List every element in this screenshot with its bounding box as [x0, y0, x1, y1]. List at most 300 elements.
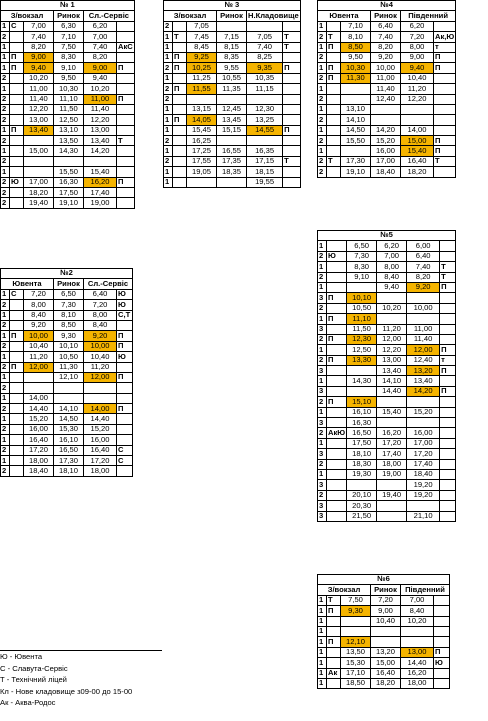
time-stop-2: 12,45 — [217, 104, 247, 114]
table-row — [318, 469, 456, 479]
table-row — [318, 241, 456, 251]
route-title: №2 — [1, 269, 133, 279]
time-stop-2: 7,00 — [377, 251, 407, 261]
bus-number: 1 — [1, 289, 10, 299]
start-note — [327, 146, 341, 156]
table-row — [318, 606, 450, 616]
time-stop-3: 7,20 — [401, 32, 434, 42]
end-note: Ю — [117, 300, 133, 310]
time-stop-1: 15,50 — [341, 136, 371, 146]
time-stop-1: 16,00 — [24, 424, 54, 434]
start-note: П — [327, 314, 347, 324]
bus-number: 1 — [164, 146, 173, 156]
start-note — [10, 424, 24, 434]
start-note — [327, 262, 347, 272]
time-stop-1 — [24, 372, 54, 382]
table-row — [1, 136, 135, 146]
table-row — [318, 272, 456, 282]
bus-number: 3 — [318, 386, 327, 396]
time-stop-3: 8,20 — [407, 272, 440, 282]
time-stop-3: 10,00 — [407, 303, 440, 313]
time-stop-1: 18,20 — [24, 188, 54, 198]
end-note — [283, 146, 301, 156]
bus-number: 2 — [318, 303, 327, 313]
time-stop-1 — [24, 136, 54, 146]
bus-number: 2 — [1, 404, 10, 414]
start-note — [173, 177, 187, 187]
time-stop-1: 7,05 — [187, 21, 217, 31]
end-note — [283, 52, 301, 62]
bus-number: 2 — [1, 466, 10, 476]
start-note — [327, 490, 347, 500]
end-note — [440, 334, 456, 344]
time-stop-3: 12,00 — [407, 345, 440, 355]
time-stop-3 — [407, 293, 440, 303]
start-note: П — [10, 52, 24, 62]
end-note: П — [434, 146, 456, 156]
time-stop-3: 16,20 — [401, 668, 434, 678]
start-note — [327, 647, 341, 657]
time-stop-3: 9,40 — [401, 63, 434, 73]
time-stop-1 — [24, 156, 54, 166]
time-stop-2: 11,10 — [54, 94, 84, 104]
route2-table — [0, 268, 133, 477]
end-note — [283, 94, 301, 104]
time-stop-2: 17,20 — [377, 438, 407, 448]
bus-number: 3 — [318, 324, 327, 334]
time-stop-2: 6,30 — [54, 21, 84, 31]
route3-table — [163, 0, 301, 188]
end-note: П — [434, 63, 456, 73]
table-row — [318, 156, 456, 166]
time-stop-1: 6,50 — [347, 241, 377, 251]
table-row — [318, 449, 456, 459]
bus-number: 3 — [318, 501, 327, 511]
time-stop-1: 20,10 — [347, 490, 377, 500]
time-stop-3: 8,20 — [84, 52, 117, 62]
time-stop-1: 11,50 — [347, 324, 377, 334]
bus-number: 2 — [318, 73, 327, 83]
time-stop-3: 7,40 — [84, 42, 117, 52]
table-row — [318, 73, 456, 83]
column-header-stop-1: Ювента — [318, 11, 371, 21]
start-note — [327, 94, 341, 104]
start-note — [327, 104, 341, 114]
table-row — [1, 383, 133, 393]
table-row — [318, 595, 450, 605]
time-stop-2: 17,30 — [54, 456, 84, 466]
time-stop-2: 6,50 — [54, 289, 84, 299]
time-stop-2: 15,50 — [54, 167, 84, 177]
bus-number: 1 — [318, 407, 327, 417]
table-row — [1, 146, 135, 156]
time-stop-3: 14,00 — [84, 404, 117, 414]
time-stop-1: 7,50 — [341, 595, 371, 605]
time-stop-3 — [407, 418, 440, 428]
time-stop-1: 18,30 — [347, 459, 377, 469]
bus-number: 2 — [1, 341, 10, 351]
time-stop-3: 12,40 — [407, 355, 440, 365]
start-note — [327, 658, 341, 668]
time-stop-1: 13,15 — [187, 104, 217, 114]
time-stop-3: 12,30 — [247, 104, 283, 114]
time-stop-3: 16,20 — [84, 177, 117, 187]
end-note — [117, 414, 133, 424]
time-stop-2: 6,40 — [371, 21, 401, 31]
time-stop-2 — [217, 136, 247, 146]
start-note — [10, 94, 24, 104]
time-stop-1: 13,30 — [347, 355, 377, 365]
start-note — [327, 616, 341, 626]
time-stop-3 — [247, 94, 283, 104]
end-note: С — [117, 456, 133, 466]
time-stop-1: 12,50 — [347, 345, 377, 355]
column-header-stop-1: З/вокзал — [164, 11, 217, 21]
table-row — [318, 314, 456, 324]
end-note: Т — [440, 262, 456, 272]
time-stop-3: 10,40 — [401, 73, 434, 83]
time-stop-2: 19,40 — [377, 490, 407, 500]
end-note: П — [117, 404, 133, 414]
time-stop-3 — [401, 104, 434, 114]
end-note — [440, 407, 456, 417]
time-stop-3: 14,00 — [401, 125, 434, 135]
table-row — [164, 21, 301, 31]
end-note — [440, 293, 456, 303]
start-note: П — [327, 397, 347, 407]
time-stop-2: 9,40 — [377, 282, 407, 292]
table-row — [1, 52, 135, 62]
table-row — [1, 63, 135, 73]
route6-table — [317, 574, 450, 689]
time-stop-3: 7,00 — [84, 32, 117, 42]
end-note — [440, 428, 456, 438]
time-stop-3: 11,15 — [247, 84, 283, 94]
start-note — [173, 21, 187, 31]
time-stop-1 — [347, 480, 377, 490]
time-stop-2: 10,20 — [377, 303, 407, 313]
time-stop-1: 11,55 — [187, 84, 217, 94]
time-stop-3: 8,40 — [84, 320, 117, 330]
time-stop-2: 16,50 — [54, 445, 84, 455]
legend-item: Ю - Ювента — [0, 652, 43, 661]
time-stop-3: 9,00 — [84, 63, 117, 73]
table-row — [1, 393, 133, 403]
time-stop-2: 8,00 — [377, 262, 407, 272]
end-note: т — [434, 42, 456, 52]
table-row — [318, 366, 456, 376]
bus-number: 2 — [318, 94, 327, 104]
time-stop-2: 13,20 — [371, 647, 401, 657]
end-note — [440, 376, 456, 386]
end-note: Ю — [434, 658, 450, 668]
table-row — [318, 334, 456, 344]
route-title: №4 — [318, 1, 456, 11]
start-note — [327, 303, 347, 313]
start-note — [10, 188, 24, 198]
start-note — [10, 167, 24, 177]
bus-number: 2 — [1, 362, 10, 372]
time-stop-3: 13,40 — [84, 136, 117, 146]
start-note: П — [327, 42, 341, 52]
table-row — [318, 52, 456, 62]
time-stop-3: 13,00 — [401, 647, 434, 657]
start-note: П — [327, 334, 347, 344]
time-stop-2: 8,10 — [54, 310, 84, 320]
time-stop-1: 12,10 — [341, 637, 371, 647]
column-header-stop-3: Південний — [401, 11, 456, 21]
bus-number: 3 — [318, 418, 327, 428]
time-stop-3: 11,40 — [84, 104, 117, 114]
route-title: №5 — [318, 231, 456, 241]
bus-number: 1 — [1, 21, 10, 31]
time-stop-2: 7,50 — [54, 42, 84, 52]
bus-number: 1 — [318, 626, 327, 636]
table-row — [164, 94, 301, 104]
time-stop-1: 9,20 — [24, 320, 54, 330]
start-note — [10, 310, 24, 320]
time-stop-3: 9,00 — [401, 52, 434, 62]
time-stop-1: 19,05 — [187, 167, 217, 177]
bus-number: 3 — [318, 449, 327, 459]
time-stop-1: 9,30 — [341, 606, 371, 616]
table-row — [318, 386, 456, 396]
start-note — [327, 407, 347, 417]
column-header-stop-1: Ювента — [1, 279, 54, 289]
time-stop-2: 8,40 — [377, 272, 407, 282]
end-note — [434, 167, 456, 177]
table-row — [318, 32, 456, 42]
bus-number: 1 — [164, 167, 173, 177]
time-stop-3 — [84, 156, 117, 166]
time-stop-3: 15,20 — [84, 424, 117, 434]
table-row — [318, 146, 456, 156]
start-note — [10, 466, 24, 476]
time-stop-1: 14,05 — [187, 115, 217, 125]
time-stop-3: 11,00 — [407, 324, 440, 334]
bus-number: 2 — [1, 424, 10, 434]
time-stop-1 — [341, 94, 371, 104]
time-stop-1: 18,40 — [24, 466, 54, 476]
legend-item: Ак - Аква-Родос — [0, 698, 56, 707]
end-note — [117, 115, 135, 125]
end-note: Т — [434, 156, 456, 166]
bus-number: 1 — [318, 469, 327, 479]
table-row — [318, 303, 456, 313]
route-title: № 1 — [1, 1, 135, 11]
end-note — [117, 125, 135, 135]
start-note — [10, 84, 24, 94]
start-note — [327, 84, 341, 94]
time-stop-2: 15,15 — [217, 125, 247, 135]
table-row — [318, 167, 456, 177]
time-stop-2 — [377, 293, 407, 303]
route-1-schedule — [0, 0, 135, 209]
time-stop-3: 9,20 — [84, 331, 117, 341]
time-stop-1: 11,00 — [24, 84, 54, 94]
table-row — [1, 466, 133, 476]
bus-number: 1 — [318, 647, 327, 657]
start-note: П — [327, 606, 341, 616]
time-stop-1: 11,30 — [341, 73, 371, 83]
time-stop-2: 8,15 — [217, 42, 247, 52]
bus-number: 1 — [318, 241, 327, 251]
bus-number: 1 — [1, 456, 10, 466]
end-note — [117, 156, 135, 166]
table-row — [1, 424, 133, 434]
route-title: № 3 — [164, 1, 301, 11]
end-note: П — [440, 345, 456, 355]
table-row — [164, 136, 301, 146]
table-row — [318, 251, 456, 261]
table-row — [318, 501, 456, 511]
start-note — [327, 272, 347, 282]
end-note — [440, 314, 456, 324]
time-stop-2: 6,20 — [377, 241, 407, 251]
table-row — [318, 262, 456, 272]
time-stop-1: 18,50 — [341, 678, 371, 688]
time-stop-2: 19,10 — [54, 198, 84, 208]
start-note — [173, 167, 187, 177]
legend-item: С - Славута-Сервіс — [0, 663, 68, 673]
table-row — [318, 418, 456, 428]
end-note: П — [117, 94, 135, 104]
bus-number: 1 — [318, 42, 327, 52]
time-stop-3: 6,20 — [401, 21, 434, 31]
table-row — [318, 104, 456, 114]
start-note — [327, 449, 347, 459]
bus-number: 1 — [1, 52, 10, 62]
table-row — [318, 94, 456, 104]
time-stop-1: 13,50 — [341, 647, 371, 657]
time-stop-3: 7,05 — [247, 32, 283, 42]
time-stop-2 — [371, 626, 401, 636]
table-row — [318, 355, 456, 365]
time-stop-1: 12,20 — [24, 104, 54, 114]
time-stop-3: 13,20 — [407, 366, 440, 376]
end-note — [117, 466, 133, 476]
table-row — [318, 63, 456, 73]
end-note — [440, 469, 456, 479]
bus-number: 1 — [318, 345, 327, 355]
end-note: П — [117, 177, 135, 187]
time-stop-2: 10,40 — [371, 616, 401, 626]
time-stop-3: 7,20 — [84, 300, 117, 310]
start-note: П — [10, 331, 24, 341]
start-note — [327, 511, 347, 521]
time-stop-1 — [187, 94, 217, 104]
time-stop-3: 16,40 — [84, 445, 117, 455]
end-note: Т — [283, 32, 301, 42]
end-note: Т — [283, 156, 301, 166]
time-stop-3: 6,40 — [84, 289, 117, 299]
time-stop-3: 13,40 — [407, 376, 440, 386]
time-stop-2: 8,35 — [217, 52, 247, 62]
time-stop-3: 14,40 — [84, 414, 117, 424]
time-stop-3: 7,00 — [401, 595, 434, 605]
time-stop-3: 19,00 — [84, 198, 117, 208]
time-stop-2: 9,30 — [54, 331, 84, 341]
time-stop-2: 15,00 — [371, 658, 401, 668]
end-note — [440, 397, 456, 407]
time-stop-3: 9,20 — [407, 282, 440, 292]
start-note — [10, 352, 24, 362]
bus-number: 2 — [318, 490, 327, 500]
column-header-stop-1: З/вокзал — [1, 11, 54, 21]
bus-number: 1 — [318, 84, 327, 94]
end-note: Т — [117, 136, 135, 146]
time-stop-3: 13,00 — [84, 125, 117, 135]
bus-number: 1 — [1, 435, 10, 445]
time-stop-3: 12,00 — [84, 372, 117, 382]
table-row — [318, 459, 456, 469]
start-note — [327, 626, 341, 636]
legend-item: Т - Технічний ліцей — [0, 675, 67, 684]
end-note — [434, 668, 450, 678]
time-stop-3: 10,20 — [84, 84, 117, 94]
start-note — [10, 156, 24, 166]
time-stop-3: 9,40 — [84, 73, 117, 83]
table-row — [1, 188, 135, 198]
table-row — [1, 435, 133, 445]
end-note — [440, 490, 456, 500]
start-note — [10, 445, 24, 455]
start-note: П — [10, 63, 24, 73]
time-stop-2: 18,20 — [371, 678, 401, 688]
end-note: П — [440, 386, 456, 396]
time-stop-2 — [371, 637, 401, 647]
bus-number: 2 — [1, 383, 10, 393]
bus-number: 2 — [1, 198, 10, 208]
time-stop-1: 8,00 — [24, 300, 54, 310]
bus-number: 2 — [1, 94, 10, 104]
bus-number: 1 — [164, 177, 173, 187]
end-note: т — [440, 355, 456, 365]
time-stop-1: 8,30 — [347, 262, 377, 272]
time-stop-2: 11,35 — [217, 84, 247, 94]
time-stop-1: 10,50 — [347, 303, 377, 313]
time-stop-3: 16,00 — [407, 428, 440, 438]
start-note: Т — [327, 156, 341, 166]
start-note — [327, 480, 347, 490]
time-stop-3 — [247, 136, 283, 146]
time-stop-1: 12,00 — [24, 362, 54, 372]
table-row — [1, 115, 135, 125]
time-stop-1: 19,10 — [341, 167, 371, 177]
column-header-stop-1: З/вокзал — [318, 585, 371, 595]
bus-number: 1 — [1, 84, 10, 94]
end-note — [117, 104, 135, 114]
time-stop-1: 20,30 — [347, 501, 377, 511]
start-note — [10, 341, 24, 351]
time-stop-2 — [377, 314, 407, 324]
time-stop-1: 17,25 — [187, 146, 217, 156]
time-stop-3: 21,10 — [407, 511, 440, 521]
end-note — [283, 136, 301, 146]
table-row — [1, 300, 133, 310]
time-stop-3: 10,00 — [84, 341, 117, 351]
route5-table — [317, 230, 456, 522]
start-note — [327, 125, 341, 135]
table-row — [318, 480, 456, 490]
table-row — [318, 324, 456, 334]
end-note — [117, 52, 135, 62]
bus-number: 2 — [164, 84, 173, 94]
start-note — [173, 125, 187, 135]
start-note — [327, 21, 341, 31]
start-note: Т — [327, 595, 341, 605]
time-stop-2: 17,50 — [54, 188, 84, 198]
